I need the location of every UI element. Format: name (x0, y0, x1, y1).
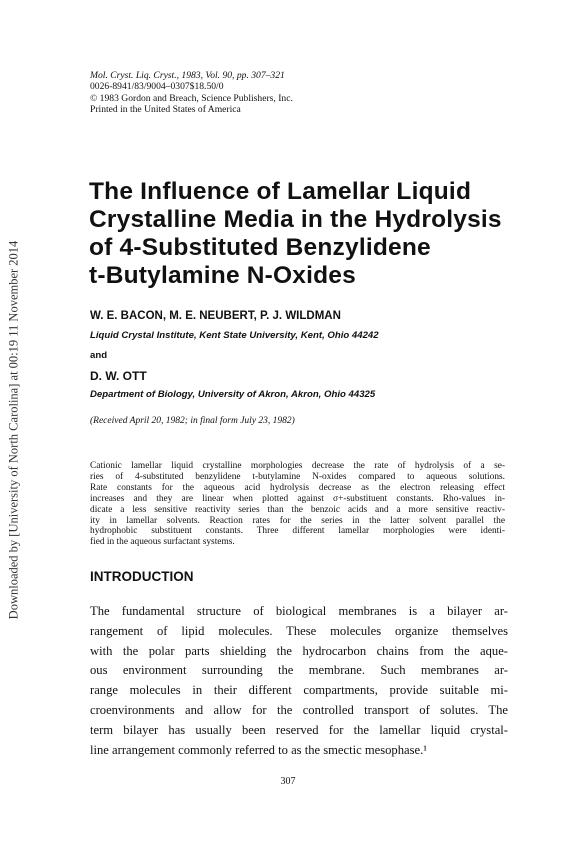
abstract (90, 461, 505, 548)
author-list-1: W. E. BACON, M. E. NEUBERT, P. J. WILDMAN (90, 310, 341, 322)
affiliation-1: Liquid Crystal Institute, Kent State University, Kent, Ohio 44242 (90, 330, 379, 341)
abstract-line: Cationic lamellar liquid crystalline morphologies decrease the rate of hydrolysis of a se- (90, 461, 505, 471)
affiliation-2: Department of Biology, University of Akron, Akron, Ohio 44325 (90, 389, 376, 400)
author-and: and (90, 350, 108, 361)
download-watermark (2, 150, 26, 710)
body-line: ous environment surrounding the membrane. Such membranes ar- (90, 663, 508, 678)
body-line: rangement of lipid molecules. These molecules organize themselves (90, 623, 508, 638)
journal-citation: Mol. Cryst. Liq. Cryst., 1983, Vol. 90, pp. 307–321 (90, 70, 285, 81)
title-line: t-Butylamine N-Oxides (89, 262, 356, 289)
abstract-line: fied in the aqueous surfactant systems. (90, 537, 235, 548)
abstract-line: dicate a less sensitive reactivity series than the benzoic acids and a more sensitive reactiv- (90, 504, 505, 515)
body-line: The fundamental structure of biological membranes is a bilayer ar- (90, 604, 508, 618)
journal-header (90, 70, 293, 116)
abstract-line: hydrophobic substituent constants. Three different lamellar morphologies were identi- (90, 526, 505, 537)
body-line: term bilayer has usually been reserved for the lamellar liquid crystal- (90, 722, 508, 737)
journal-code: 0026-8941/83/9004–0307$18.50/0 (90, 81, 224, 93)
abstract-line: Rate constants for the aqueous acid hydrolysis decrease as the electron releasing effect (90, 482, 505, 493)
section-heading: INTRODUCTION (90, 569, 194, 584)
body-line: croenvironments and allow for the controlled transport of solutes. The (90, 702, 508, 717)
body-line: range molecules in their different compartments, provide suitable mi- (90, 683, 508, 698)
abstract-line: increases and they are linear when plotted against σ+-substituent constants. Rho-values in- (90, 493, 505, 504)
body-line: with the polar parts shielding the hydrocarbon chains from the aque- (90, 643, 508, 658)
title-line: Crystalline Media in the Hydrolysis (89, 206, 502, 233)
article-title (89, 178, 539, 290)
title-line: of 4-Substituted Benzylidene (89, 234, 431, 261)
received-dates: (Received April 20, 1982; in final form July 23, 1982) (90, 416, 295, 426)
introduction-text (90, 602, 508, 760)
journal-copyright: © 1983 Gordon and Breach, Science Publishers, Inc. (90, 92, 293, 104)
body-line: line arrangement commonly referred to as the smectic mesophase.¹ (90, 742, 428, 757)
page-number: 307 (280, 776, 296, 787)
download-watermark-text: Downloaded by [University of North Carolina] at 00:19 11 November 2014 (6, 240, 21, 620)
author-list-2: D. W. OTT (90, 369, 147, 383)
abstract-line: ries of 4-substituted benzylidene t-butylamine N-oxides compared to aqueous solutions. (90, 471, 505, 482)
abstract-line: ity in lamellar solvents. Reaction rates for the series in the latter solvent parallel the (90, 515, 505, 526)
title-line: The Influence of Lamellar Liquid (89, 178, 472, 205)
journal-printed: Printed in the United States of America (90, 104, 241, 116)
